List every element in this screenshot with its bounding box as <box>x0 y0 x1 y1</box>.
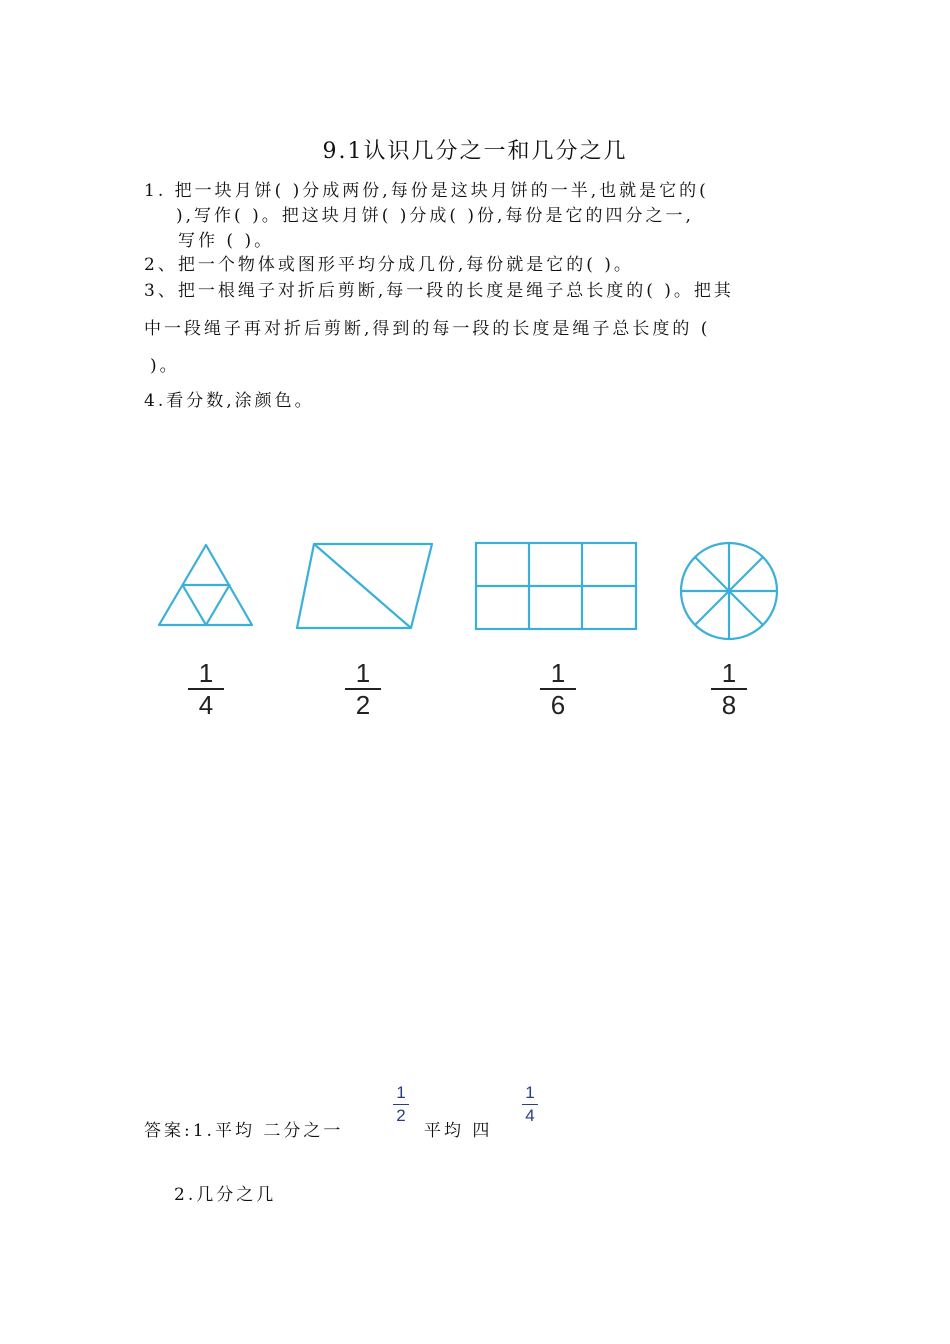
figure-4-fraction <box>704 660 754 718</box>
fraction-bar <box>522 1104 538 1105</box>
fraction-numerator: 1 <box>550 658 566 688</box>
answer-middle: 平均 四 <box>424 1121 493 1141</box>
figure-2-fraction <box>338 660 388 718</box>
fraction-numerator: 1 <box>198 658 214 688</box>
question-1-line-2: ),写作( )。把这块月饼( )分成( )份,每份是它的四分之一, <box>176 206 694 226</box>
fraction-denominator: 4 <box>525 1106 535 1125</box>
question-2: 2、把一个物体或图形平均分成几份,每份就是它的( )。 <box>144 255 634 275</box>
question-3-line-2: 中一段绳子再对折后剪断,得到的每一段的长度是绳子总长度的 ( <box>144 319 711 339</box>
fraction-denominator: 2 <box>355 690 371 720</box>
answer-fraction-2 <box>518 1083 542 1126</box>
answer-line-2: 2.几分之几 <box>174 1185 277 1205</box>
question-3-line-1: 3、把一根绳子对折后剪断,每一段的长度是绳子总长度的( )。把其 <box>144 281 734 301</box>
fraction-denominator: 4 <box>198 690 214 720</box>
fraction-bar <box>393 1104 409 1105</box>
question-3-line-3: )。 <box>150 356 180 376</box>
figure-1-fraction <box>181 660 231 718</box>
rectangle-figure <box>476 543 636 629</box>
question-1-line-1: 1. 把一块月饼( )分成两份,每份是这块月饼的一半,也就是它的( <box>144 181 709 201</box>
figure-3-fraction <box>533 660 583 718</box>
fraction-denominator: 6 <box>550 690 566 720</box>
question-4: 4.看分数,涂颜色。 <box>144 391 315 411</box>
fraction-numerator: 1 <box>396 1083 406 1102</box>
triangle-figure <box>159 545 252 625</box>
circle-figure <box>681 543 777 639</box>
question-1-line-3: 写作 ( )。 <box>178 231 275 251</box>
fraction-numerator: 1 <box>525 1083 535 1102</box>
fraction-numerator: 1 <box>355 658 371 688</box>
fraction-numerator: 1 <box>721 658 737 688</box>
answer-label: 答案:1.平均 二分之一 <box>144 1121 344 1141</box>
answer-fraction-1 <box>389 1083 413 1126</box>
fraction-denominator: 8 <box>721 690 737 720</box>
parallelogram-figure <box>297 544 432 628</box>
fraction-denominator: 2 <box>396 1106 406 1125</box>
page-title: 9.1认识几分之一和几分之几 <box>322 139 628 164</box>
